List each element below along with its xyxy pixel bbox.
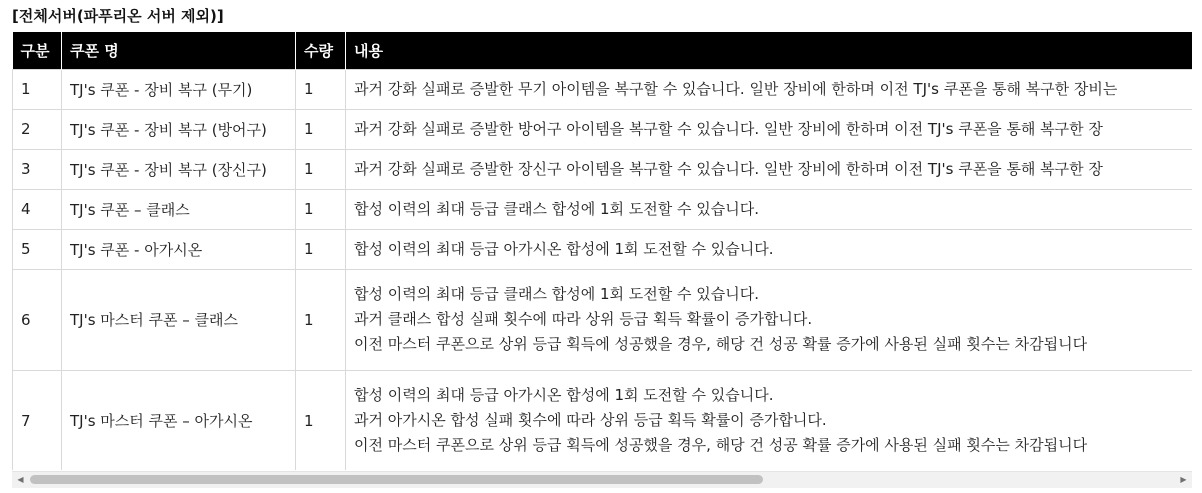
cell-number: 6 <box>13 269 62 370</box>
table-row <box>13 189 1193 229</box>
description-line: 과거 아가시온 합성 실패 횟수에 따라 상위 등급 획득 확률이 증가합니다. <box>354 411 827 429</box>
description-line: 과거 강화 실패로 증발한 장신구 아이템을 복구할 수 있습니다. 일반 장비에 한하며 이전 TJ's 쿠폰을 통해 복구한 장 <box>354 159 1103 178</box>
scrollbar-thumb[interactable] <box>30 475 763 484</box>
description-line: 과거 클래스 합성 실패 횟수에 따라 상위 등급 획득 확률이 증가합니다. <box>354 310 813 328</box>
cell-coupon-name: TJ's 쿠폰 - 장비 복구 (장신구) <box>62 149 296 189</box>
cell-description <box>346 229 1193 269</box>
cell-quantity: 1 <box>296 229 346 269</box>
cell-quantity: 1 <box>296 189 346 229</box>
coupon-table <box>12 32 1192 470</box>
description-line: 합성 이력의 최대 등급 클래스 합성에 1회 도전할 수 있습니다. <box>354 199 759 218</box>
section-title: [전체서버(파푸리온 서버 제외)] <box>12 7 224 25</box>
description-line: 과거 강화 실패로 증발한 무기 아이템을 복구할 수 있습니다. 일반 장비에 한하며 이전 TJ's 쿠폰을 통해 복구한 장비는 <box>354 79 1118 98</box>
table-row <box>13 69 1193 109</box>
header-description: 내용 <box>346 32 1193 69</box>
cell-description <box>346 370 1193 470</box>
horizontal-scrollbar[interactable] <box>12 471 1192 488</box>
cell-coupon-name: TJ's 마스터 쿠폰 – 클래스 <box>62 269 296 370</box>
cell-quantity: 1 <box>296 269 346 370</box>
cell-number: 4 <box>13 189 62 229</box>
cell-description <box>346 69 1193 109</box>
cell-coupon-name: TJ's 쿠폰 - 장비 복구 (방어구) <box>62 109 296 149</box>
description-line: 합성 이력의 최대 등급 아가시온 합성에 1회 도전할 수 있습니다. <box>354 386 774 404</box>
cell-description <box>346 149 1193 189</box>
cell-number: 7 <box>13 370 62 470</box>
cell-description <box>346 109 1193 149</box>
description-line: 합성 이력의 최대 등급 클래스 합성에 1회 도전할 수 있습니다. <box>354 285 759 303</box>
cell-quantity: 1 <box>296 69 346 109</box>
table-row <box>13 229 1193 269</box>
description-line: 이전 마스터 쿠폰으로 상위 등급 획득에 성공했을 경우, 해당 건 성공 확률 증가에 사용된 실패 횟수는 차감됩니다 <box>354 335 1088 353</box>
table-row <box>13 370 1193 470</box>
table-row <box>13 149 1193 189</box>
cell-coupon-name: TJ's 마스터 쿠폰 – 아가시온 <box>62 370 296 470</box>
cell-quantity: 1 <box>296 149 346 189</box>
description-line: 이전 마스터 쿠폰으로 상위 등급 획득에 성공했을 경우, 해당 건 성공 확률 증가에 사용된 실패 횟수는 차감됩니다 <box>354 436 1088 454</box>
header-number: 구분 <box>13 32 62 69</box>
header-quantity: 수량 <box>296 32 346 69</box>
description-line: 합성 이력의 최대 등급 아가시온 합성에 1회 도전할 수 있습니다. <box>354 239 774 258</box>
cell-number: 1 <box>13 69 62 109</box>
header-coupon-name: 쿠폰 명 <box>62 32 296 69</box>
cell-quantity: 1 <box>296 109 346 149</box>
cell-coupon-name: TJ's 쿠폰 - 장비 복구 (무기) <box>62 69 296 109</box>
cell-quantity: 1 <box>296 370 346 470</box>
cell-coupon-name: TJ's 쿠폰 – 클래스 <box>62 189 296 229</box>
description-line: 과거 강화 실패로 증발한 방어구 아이템을 복구할 수 있습니다. 일반 장비에 한하며 이전 TJ's 쿠폰을 통해 복구한 장 <box>354 119 1103 138</box>
cell-description <box>346 189 1193 229</box>
coupon-table-container <box>12 32 1192 470</box>
table-row <box>13 269 1193 370</box>
cell-coupon-name: TJ's 쿠폰 - 아가시온 <box>62 229 296 269</box>
table-row <box>13 109 1193 149</box>
scroll-left-arrow-icon[interactable]: ◀ <box>17 475 24 484</box>
cell-number: 5 <box>13 229 62 269</box>
cell-number: 3 <box>13 149 62 189</box>
cell-description <box>346 269 1193 370</box>
scroll-right-arrow-icon[interactable]: ▶ <box>1180 475 1187 484</box>
table-header-row <box>13 32 1193 69</box>
cell-number: 2 <box>13 109 62 149</box>
